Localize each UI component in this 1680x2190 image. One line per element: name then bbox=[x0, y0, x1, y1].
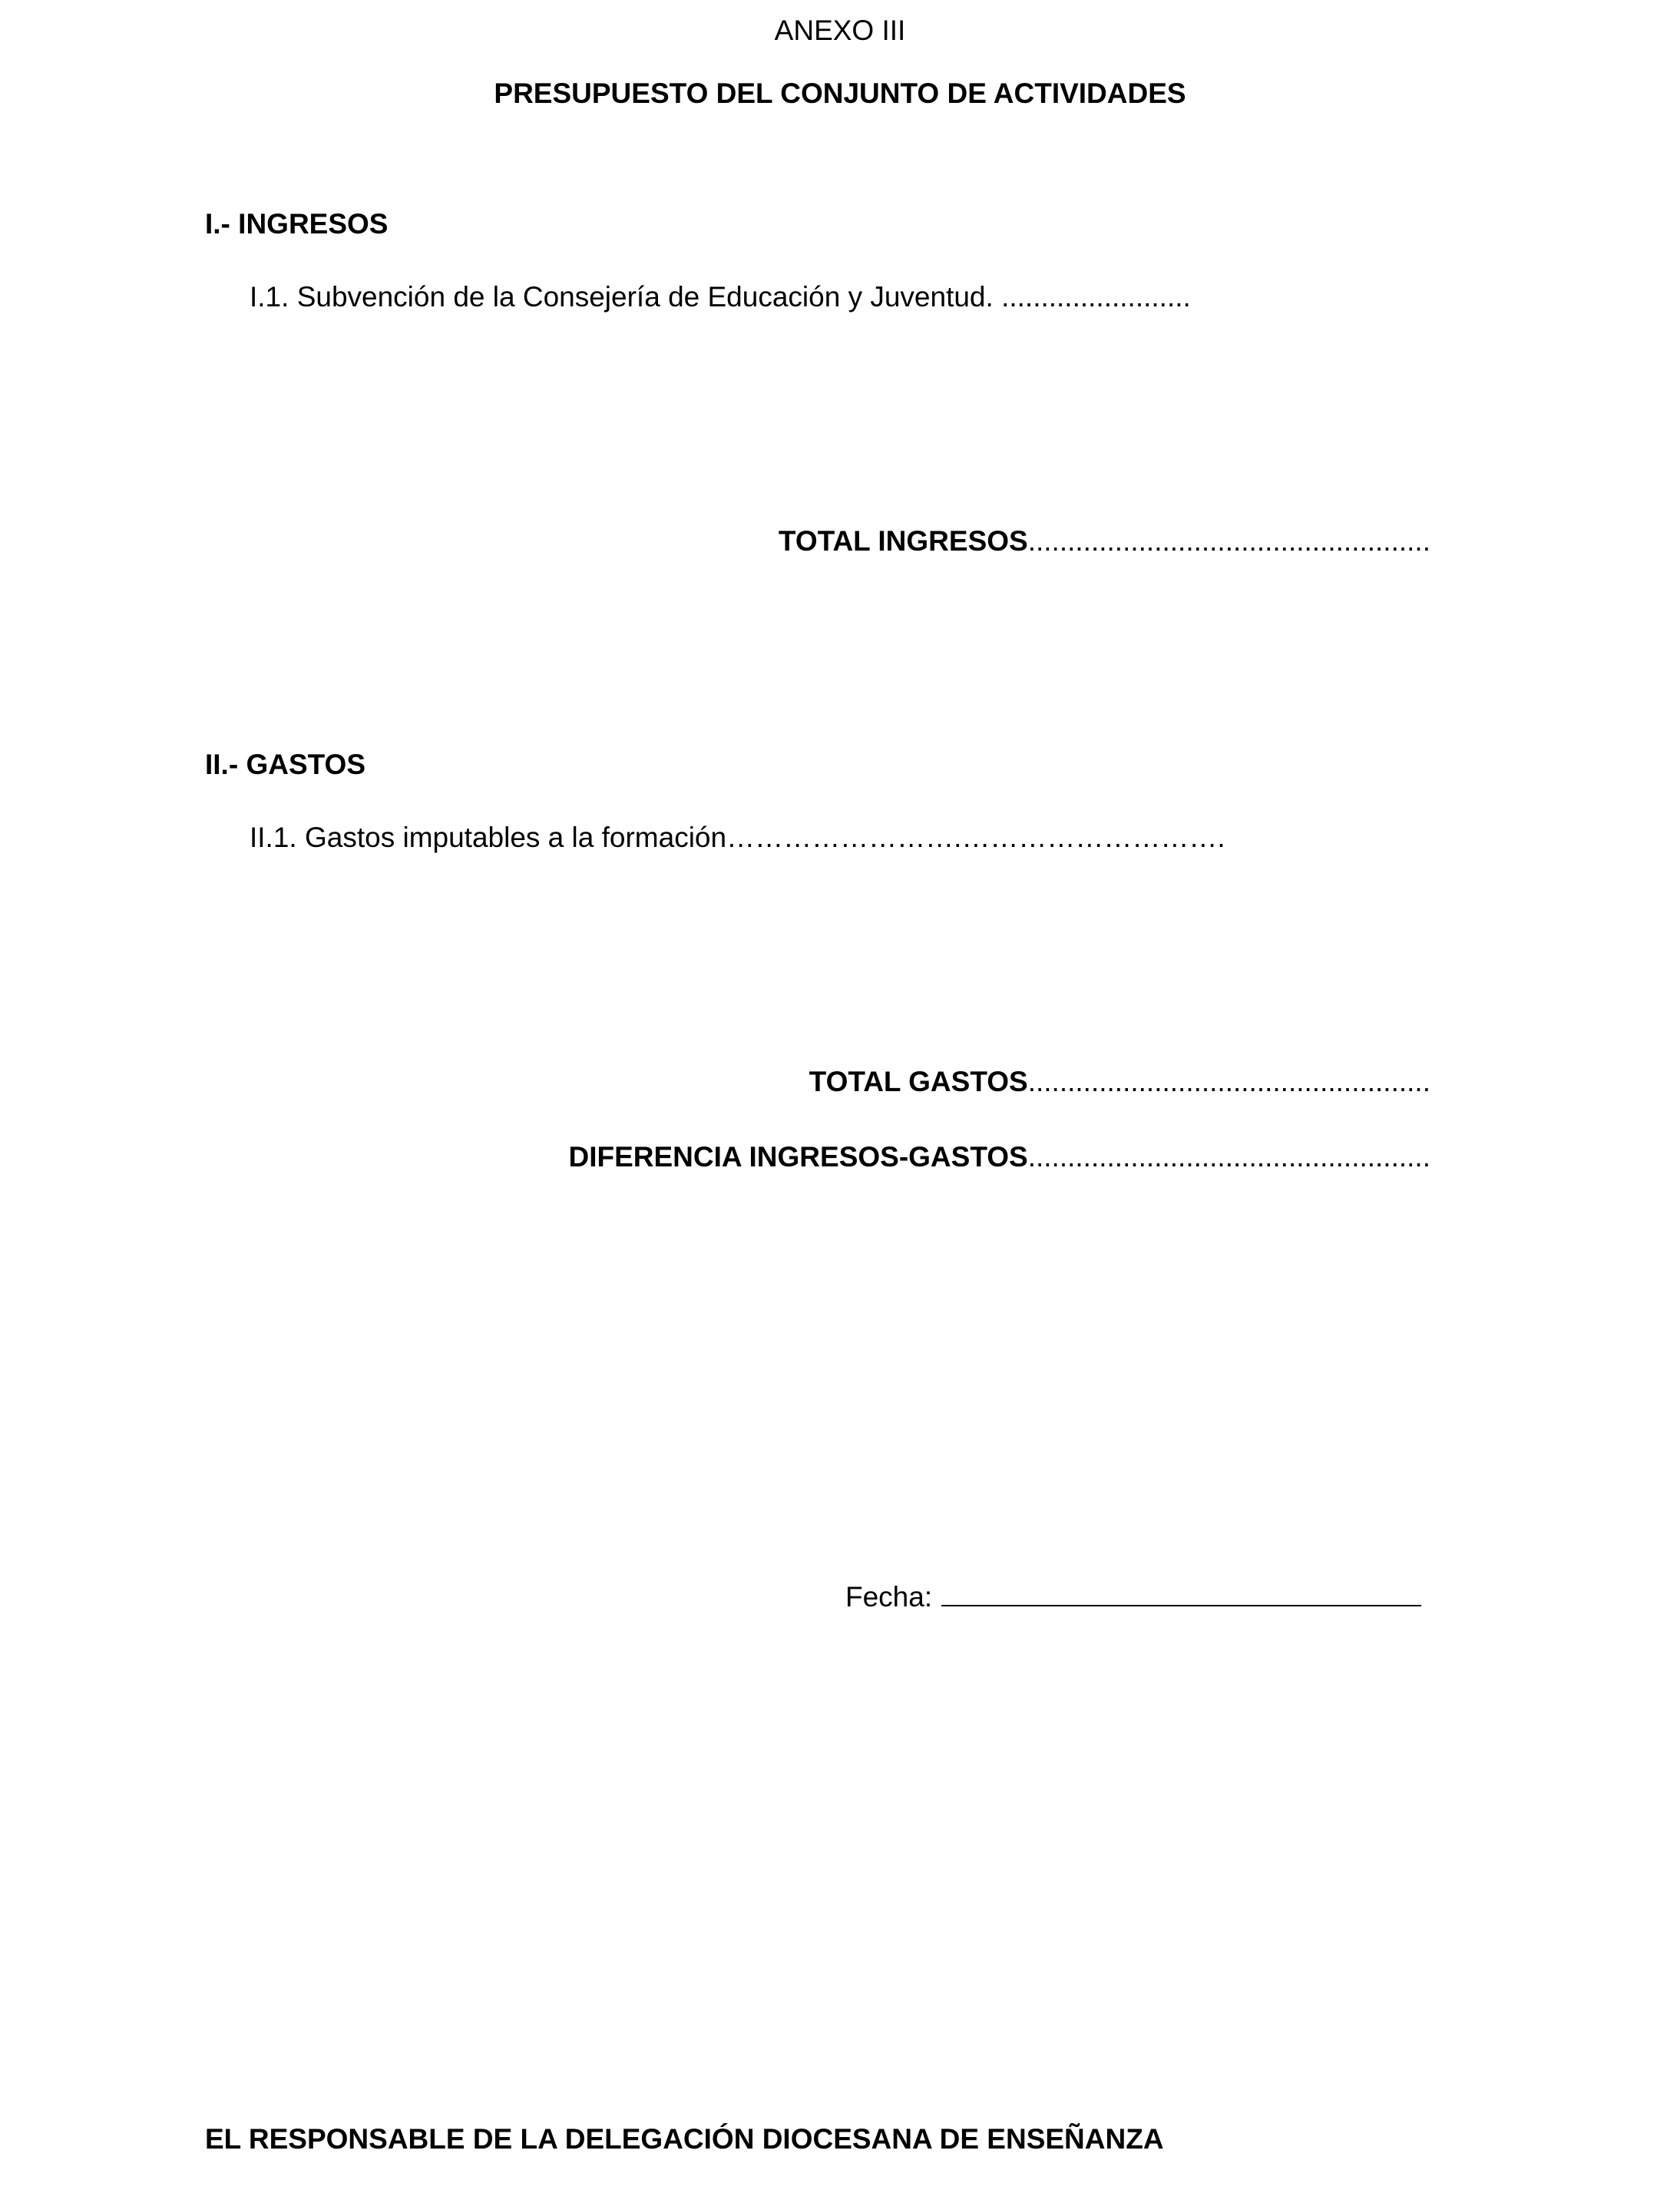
total-gastos-row bbox=[809, 1065, 1430, 1099]
document-title: PRESUPUESTO DEL CONJUNTO DE ACTIVIDADES bbox=[494, 78, 1186, 109]
fecha-row bbox=[845, 1580, 1421, 1614]
gastos-heading: II.- GASTOS bbox=[205, 749, 366, 780]
signature-title: EL RESPONSABLE DE LA DELEGACIÓN DIOCESANA DE ENSEÑANZA bbox=[205, 2123, 1164, 2155]
total-ingresos-dots: ................................................... bbox=[1027, 525, 1430, 557]
gastos-item-formacion: II.1. Gastos imputables a la formación…………………….………………………. bbox=[250, 822, 1225, 853]
total-ingresos-row bbox=[779, 524, 1430, 558]
diferencia-label: DIFERENCIA INGRESOS-GASTOS bbox=[568, 1141, 1028, 1173]
annex-label: ANEXO III bbox=[774, 15, 906, 46]
diferencia-dots: ................................................... bbox=[1027, 1141, 1430, 1173]
ingresos-heading: I.- INGRESOS bbox=[205, 208, 389, 240]
fecha-blank-line[interactable] bbox=[941, 1582, 1421, 1606]
total-gastos-dots: ................................................... bbox=[1027, 1066, 1430, 1097]
fecha-label: Fecha: bbox=[845, 1581, 933, 1613]
diferencia-row bbox=[568, 1140, 1430, 1174]
ingresos-item-subvencion: I.1. Subvención de la Consejería de Educación y Juventud. ........................ bbox=[250, 281, 1191, 313]
total-gastos-label: TOTAL GASTOS bbox=[809, 1066, 1028, 1097]
total-ingresos-label: TOTAL INGRESOS bbox=[778, 525, 1028, 557]
